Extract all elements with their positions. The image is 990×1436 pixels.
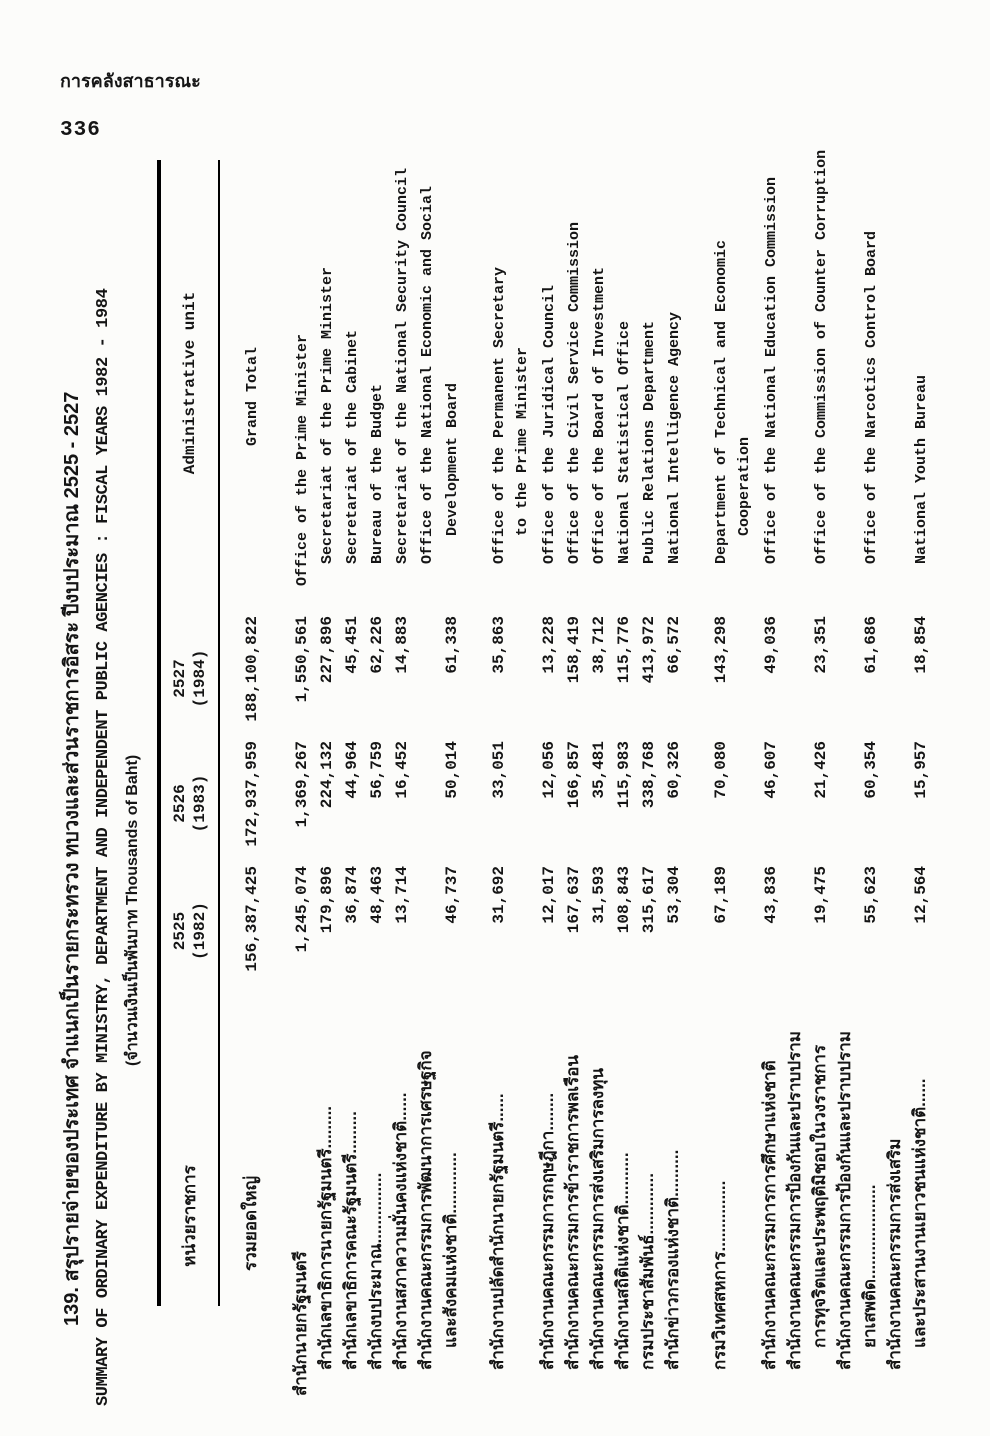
value-2527: 23,351: [812, 616, 830, 674]
value-2526: 172,937,959: [243, 741, 261, 847]
value-2527: 45,451: [343, 616, 361, 674]
unit-name-english: Office of the Juridical Council: [541, 284, 558, 564]
value-2525: 108,843: [615, 866, 633, 934]
value-2527: 66,572: [665, 616, 683, 674]
unit-name-english: Office of the National Economic and Social: [419, 185, 436, 564]
column-header-2525: 2525 (1982): [171, 902, 209, 960]
value-2526: 56,759: [368, 741, 386, 799]
rotated-table-block: [55, 148, 985, 1434]
table-row: [413, 150, 438, 1436]
unit-name-english: Office of the Civil Service Commission: [566, 221, 583, 564]
value-2525: 315,617: [640, 866, 658, 934]
value-2527: 188,100,822: [243, 616, 261, 722]
unit-name-english: Development Board: [444, 382, 461, 536]
value-2527: 413,972: [640, 616, 658, 684]
value-2526: 21,426: [812, 741, 830, 799]
table-row: [438, 150, 463, 1436]
table-row: [585, 150, 610, 1436]
value-2525: 13,714: [393, 866, 411, 924]
unit-name-english: National Intelligence Agency: [666, 311, 683, 564]
value-2527: 61,686: [862, 616, 880, 674]
unit-name-english: National Youth Bureau: [913, 374, 930, 564]
value-2527: 143,298: [712, 616, 730, 684]
unit-name-english: Department of Technical and Economic: [713, 239, 730, 564]
spacer-row: [463, 150, 485, 1436]
table-row: [707, 150, 732, 1436]
value-2527: 35,863: [490, 616, 508, 674]
unit-name-english: Office of the National Education Commission: [763, 176, 780, 564]
unit-name-english: Secretariat of the Prime Minister: [319, 266, 336, 564]
table-row: [388, 150, 413, 1436]
value-2527: 14,883: [393, 616, 411, 674]
column-header-unit-thai: หน่วยราชการ: [180, 1165, 199, 1267]
table-row: [535, 150, 560, 1436]
spacer-row: [266, 150, 288, 1436]
unit-name-thai: และประสานงานเยาวชนแห่งชาติ......: [910, 1078, 929, 1348]
column-header-2527: 2527 (1984): [171, 649, 209, 708]
value-2525: 43,836: [762, 866, 780, 924]
value-2526: 70,080: [712, 741, 730, 799]
unit-name-english: Secretariat of the National Security Council: [394, 167, 411, 564]
unit-name-thai: สำนักงานคณะกรรมการพัฒนาการเศรษฐกิจ: [416, 1050, 435, 1370]
page-corner: [60, 66, 201, 142]
value-2525: 12,017: [540, 866, 558, 924]
unit-name-english: National Statistical Office: [616, 320, 633, 564]
column-header-2526: 2526 (1983): [171, 774, 209, 833]
value-2525: 55,623: [862, 866, 880, 924]
unit-name-thai: สำนักงานคณะกรรมการการศึกษาแห่งชาติ: [760, 1060, 779, 1370]
value-2527: 227,896: [318, 616, 336, 684]
expenditure-table: [157, 150, 932, 1436]
unit-name-thai: ยาเสพติด....................: [860, 1184, 879, 1348]
table-row: [510, 150, 535, 1436]
value-2527: 1,550,561: [293, 616, 311, 703]
table-row: [560, 150, 585, 1436]
value-2525: 48,463: [368, 866, 386, 924]
value-2526: 46,607: [762, 741, 780, 799]
table-row: [236, 150, 266, 1436]
table-row: [485, 150, 510, 1436]
value-2526: 15,957: [912, 741, 930, 799]
value-2526: 44,964: [343, 741, 361, 799]
column-header-administrative-unit: Administrative unit: [181, 291, 199, 475]
unit-name-thai: สำนักงานปลัดสำนักนายกรัฐมนตรี......: [488, 1093, 507, 1370]
unit-name-english: Grand Total: [244, 346, 261, 446]
value-2525: 36,874: [343, 866, 361, 924]
category-label: การคลังสาธารณะ: [60, 71, 201, 91]
unit-name-thai: สำนักงานคณะกรรมการกฤษฎีกา........: [538, 1092, 557, 1370]
table-row: [338, 150, 363, 1436]
value-2526: 33,051: [490, 741, 508, 799]
value-2526: 115,983: [615, 741, 633, 809]
unit-name-thai: สำนักงบประมาณ...............: [366, 1172, 385, 1370]
unit-name-thai: กรมวิเทศสหการ...............: [710, 1180, 729, 1370]
unit-name-thai: สำนักงานคณะกรรมการข้าราชการพลเรือน: [563, 1054, 582, 1370]
table-row: [882, 150, 907, 1436]
value-2527: 61,338: [443, 616, 461, 674]
value-2525: 12,564: [912, 866, 930, 924]
table-row: [313, 150, 338, 1436]
table-row: [660, 150, 685, 1436]
unit-name-thai: สำนักงานสถิติแห่งชาติ...........: [613, 1152, 632, 1370]
unit-name-thai: การทุจริตและประพฤติมิชอบในวงราชการ: [810, 1044, 829, 1348]
table-title-english: SUMMARY OF ORDINARY EXPENDITURE BY MINISTRY, DEPARTMENT AND INDEPENDENT PUBLIC AGENCIES : FISCAL YEARS 1982 - 1984: [94, 288, 113, 1406]
value-2525: 156,387,425: [243, 866, 261, 972]
table-row: [635, 150, 660, 1436]
value-2525: 19,475: [812, 866, 830, 924]
value-2527: 49,036: [762, 616, 780, 674]
table-title-thai: 139. สรุปรายจ่ายของประเทศ จำแนกเป็นรายกระทรวง ทบวงและส่วนราชการอิสระ ปีงบประมาณ 2525 - 2527: [61, 391, 83, 1326]
value-2525: 1,245,074: [293, 866, 311, 953]
unit-name-english: Office of the Board of Investment: [591, 266, 608, 564]
unit-name-thai: สำนักงานสภาความมั่นคงแห่งชาติ......: [391, 1092, 410, 1370]
unit-name-thai: สำนักนายกรัฐมนตรี: [291, 1251, 310, 1396]
value-2525: 167,637: [565, 866, 583, 934]
table-row: [610, 150, 635, 1436]
value-2527: 18,854: [912, 616, 930, 674]
spacer-row: [685, 150, 707, 1436]
table-row: [832, 150, 857, 1436]
unit-name-thai: และสังคมแห่งชาติ.............: [441, 1152, 460, 1348]
value-2526: 35,481: [590, 741, 608, 799]
table-row: [732, 150, 757, 1436]
unit-name-thai: สำนักข่าวกรองแห่งชาติ..........: [663, 1149, 682, 1370]
unit-name-english: Bureau of the Budget: [369, 383, 386, 564]
table-unit-note: (จำนวนเงินเป็นพันบาท Thousands of Baht): [124, 754, 141, 1066]
value-2526: 50,014: [443, 741, 461, 799]
unit-name-thai: สำนักเลขาธิการคณะรัฐมนตรี.........: [341, 1111, 360, 1370]
value-2526: 16,452: [393, 741, 411, 799]
unit-name-thai: สำนักงานคณะกรรมการป้องกันและปราบปราม: [785, 1031, 804, 1370]
value-2525: 67,189: [712, 866, 730, 924]
unit-name-english: Cooperation: [736, 436, 753, 536]
value-2526: 338,768: [640, 741, 658, 809]
value-2526: 60,354: [862, 741, 880, 799]
value-2527: 62,226: [368, 616, 386, 674]
value-2526: 1,369,267: [293, 741, 311, 828]
value-2525: 46,737: [443, 866, 461, 924]
value-2527: 13,228: [540, 616, 558, 674]
table-row: [907, 150, 932, 1436]
value-2526: 224,132: [318, 741, 336, 809]
value-2526: 166,857: [565, 741, 583, 809]
value-2525: 31,593: [590, 866, 608, 924]
value-2525: 179,896: [318, 866, 336, 934]
value-2526: 60,326: [665, 741, 683, 799]
unit-name-thai: สำนักงานคณะกรรมการส่งเสริมการลงทุน: [588, 1067, 607, 1370]
table-body: [220, 150, 932, 1436]
page-number: 336: [60, 119, 101, 142]
value-2527: 158,419: [565, 616, 583, 684]
table-header: [161, 150, 218, 1436]
table-row: [782, 150, 807, 1436]
table-row: [807, 150, 832, 1436]
value-2526: 12,056: [540, 741, 558, 799]
table-row: [757, 150, 782, 1436]
value-2527: 115,776: [615, 616, 633, 684]
unit-name-thai: รวมยอดใหญ่: [241, 1175, 260, 1271]
table-row: [363, 150, 388, 1436]
unit-name-thai: สำนักงานคณะกรรมการป้องกันและปราบปราม: [835, 1031, 854, 1370]
unit-name-english: Secretariat of the Cabinet: [344, 329, 361, 564]
unit-name-thai: กรมประชาสัมพันธ์.............: [638, 1173, 657, 1370]
table-row: [288, 150, 313, 1436]
unit-name-english: to the Prime Minister: [514, 346, 531, 536]
value-2525: 31,692: [490, 866, 508, 924]
table-row: [857, 150, 882, 1436]
unit-name-english: Public Relations Department: [641, 320, 658, 564]
value-2527: 38,712: [590, 616, 608, 674]
unit-name-english: Office of the Permanent Secretary: [491, 266, 508, 564]
value-2525: 53,304: [665, 866, 683, 924]
unit-name-thai: สำนักเลขาธิการนายกรัฐมนตรี.........: [316, 1105, 335, 1370]
unit-name-english: Office of the Prime Minister: [294, 333, 311, 586]
unit-name-thai: สำนักงานคณะกรรมการส่งเสริม: [885, 1138, 904, 1370]
unit-name-english: Office of the Commission of Counter Corruption: [813, 149, 830, 564]
unit-name-english: Office of the Narcotics Control Board: [863, 230, 880, 564]
